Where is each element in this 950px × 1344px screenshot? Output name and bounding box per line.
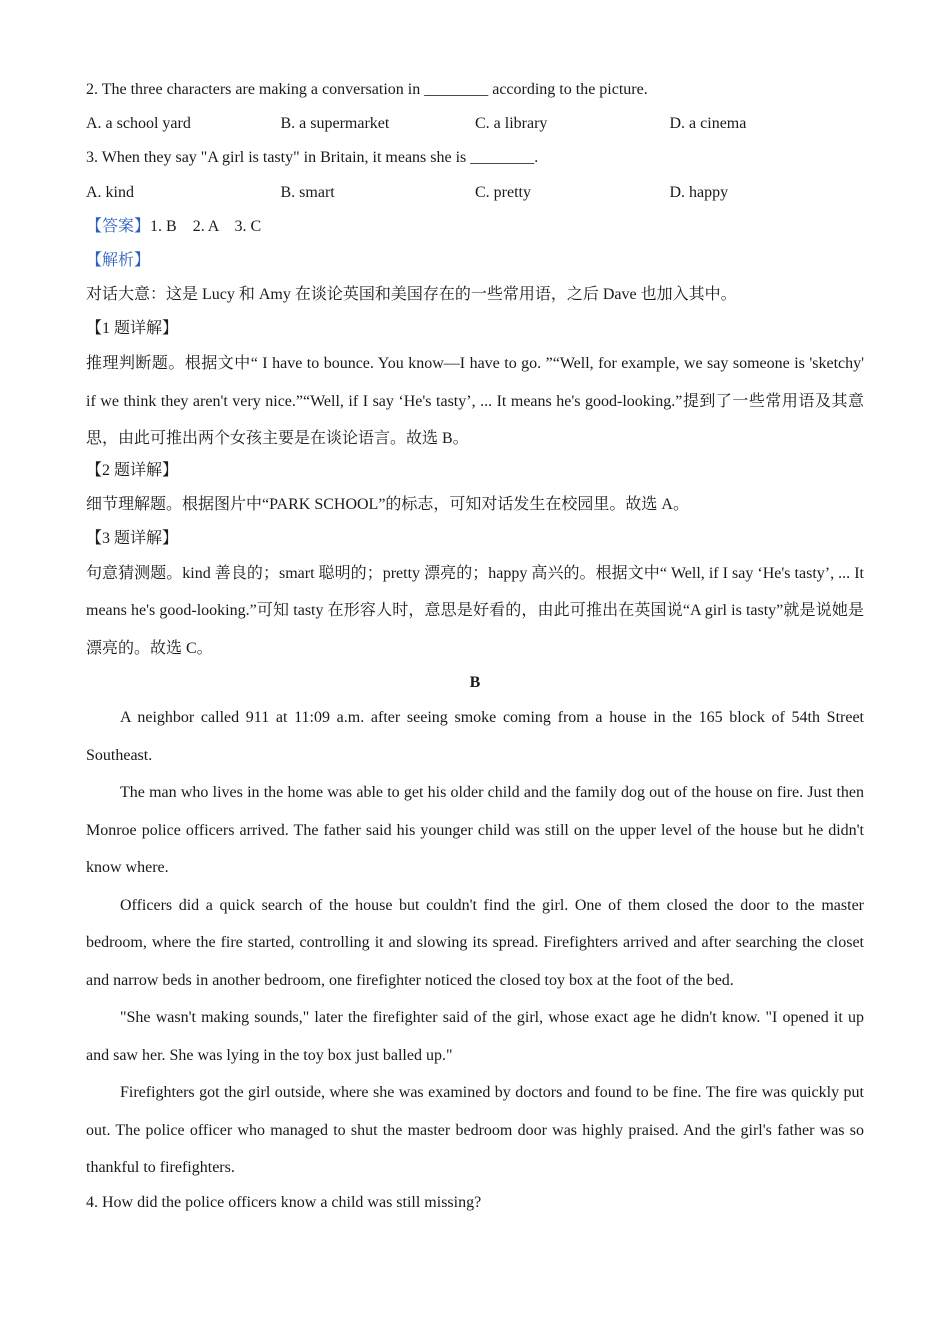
answer-label: 【答案】: [86, 218, 151, 235]
question-2-options: [86, 112, 864, 136]
document-page: [86, 78, 864, 1215]
option-c: C. a library: [475, 115, 548, 132]
option-b: B. a supermarket: [280, 115, 390, 132]
answer-text: 1. B 2. A 3. C: [150, 218, 262, 235]
dialogue-summary: 对话大意：这是 Lucy 和 Amy 在谈论英国和美国存在的一些常用语，之后 Dave 也加入其中。: [86, 286, 737, 303]
answer-line: [86, 215, 864, 239]
option-a: A. a school yard: [86, 115, 191, 132]
question-3-stem: 3. When they say "A girl is tasty" in Britain, it means she is ________.: [86, 149, 539, 166]
question-3-options: [86, 181, 864, 205]
option-d: D. a cinema: [669, 115, 747, 132]
passage-paragraph: The man who lives in the home was able to get his older child and the family dog out of the house on fire. Just then Monroe police officers arrived. The father said his younger child was still on the upper level of the house but he didn't know where.: [86, 784, 864, 876]
detail-1-text: 推理判断题。根据文中“ I have to bounce. You know—I have to go. ”“Well, for example, we say someone is 'sketchy' if we think they aren't very nice.”“Well, if I say ‘He's tasty’, ... It means he's good-looking.”提到了一些常用语及其意思，由此可推出两个女孩主要是在谈论语言。故选 B。: [86, 355, 864, 447]
passage-paragraph: "She wasn't making sounds," later the firefighter said of the girl, whose exact age he didn't know. "I opened it up and saw her. She was lying in the toy box just balled up.": [86, 1009, 864, 1064]
passage-paragraph: A neighbor called 911 at 11:09 a.m. after seeing smoke coming from a house in the 165 block of 54th Street Southeast.: [86, 709, 864, 764]
detail-1-label: 【1 题详解】: [86, 320, 179, 337]
section-b-heading: B: [469, 674, 481, 691]
detail-2-text: 细节理解题。根据图片中“PARK SCHOOL”的标志，可知对话发生在校园里。故选 A。: [86, 495, 689, 513]
passage-paragraph: Firefighters got the girl outside, where she was examined by doctors and found to be fine. The fire was quickly put out. The police officer who managed to shut the master bedroom door was highly praised. And the girl's father was so thankful to firefighters.: [86, 1084, 864, 1176]
option-b: B. smart: [280, 184, 335, 201]
option-a: A. kind: [86, 184, 134, 201]
detail-2-label: 【2 题详解】: [86, 461, 179, 479]
question-2-stem: 2. The three characters are making a conversation in ________ according to the picture.: [86, 81, 648, 98]
option-c: C. pretty: [475, 184, 531, 201]
passage-paragraph: Officers did a quick search of the house but couldn't find the girl. One of them closed the door to the master bedroom, where the fire started, controlling it and slowing its spread. Firefighters arrived and after searching the closet and narrow beds in another bedroom, one firefighter noticed the closed toy box at the foot of the bed.: [86, 896, 864, 989]
detail-3-label: 【3 题详解】: [86, 529, 179, 547]
option-d: D. happy: [669, 184, 729, 201]
question-4-stem: 4. How did the police officers know a child was still missing?: [86, 1193, 482, 1211]
detail-3-text: 句意猜测题。kind 善良的；smart 聪明的；pretty 漂亮的；happy 高兴的。根据文中“ Well, if I say ‘He's tasty’, ... It means he's good-looking.”可知 tasty 在形容人时，意思是好看的，由此可推出在英国说“A girl is tasty”就是说她是漂亮的。故选 C。: [86, 564, 864, 657]
analysis-label: 【解析】: [86, 252, 151, 269]
